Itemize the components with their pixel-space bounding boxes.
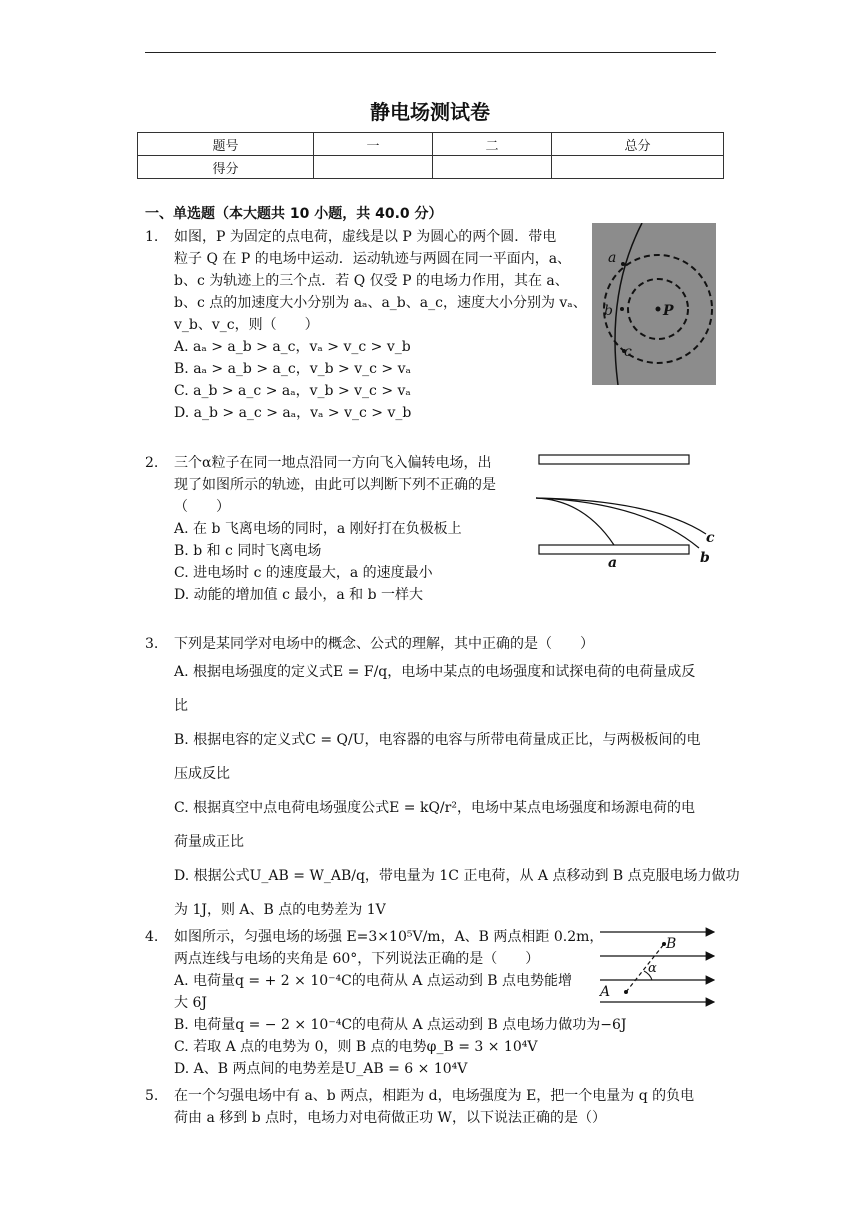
question-text: b、c 为轨迹上的三个点．若 Q 仅受 P 的电场力作用，其在 a、 bbox=[174, 273, 569, 289]
page-title: 静电场测试卷 bbox=[370, 100, 490, 124]
label-b: b bbox=[700, 550, 710, 566]
figure-deflection-plates bbox=[534, 450, 720, 572]
option-a: A. aₐ > a_b > a_c，vₐ > v_c > v_b bbox=[174, 339, 411, 355]
label-B: B bbox=[666, 936, 677, 952]
option-d: D. a_b > a_c > aₐ，vₐ > v_c > v_b bbox=[174, 405, 412, 421]
option-c-continued: 荷量成正比 bbox=[174, 834, 244, 850]
question-text: 在一个匀强电场中有 a、b 两点，相距为 d，电场强度为 E，把一个电量为 q 的负电 bbox=[174, 1088, 695, 1104]
label-c: c bbox=[706, 530, 715, 546]
label-b: b bbox=[604, 303, 613, 319]
score-cell: 得分 bbox=[138, 156, 314, 179]
question-text: b、c 点的加速度大小分别为 aₐ、a_b、a_c，速度大小分别为 vₐ、 bbox=[174, 295, 587, 311]
question-text: 现了如图所示的轨迹，由此可以判断下列不正确的是 bbox=[174, 477, 496, 493]
option-d-continued: 为 1J，则 A、B 点的电势差为 1V bbox=[174, 902, 386, 918]
option-c: C. 若取 A 点的电势为 0，则 B 点的电势φ_B = 3 × 10⁴V bbox=[174, 1039, 538, 1055]
question-text: （ ） bbox=[174, 499, 230, 515]
question-number: 5. bbox=[145, 1088, 159, 1104]
score-cell bbox=[433, 156, 552, 179]
label-a: a bbox=[608, 250, 617, 266]
question-text: 两点连线与电场的夹角是 60°，下列说法正确的是（ ） bbox=[174, 951, 540, 967]
option-b: B. aₐ > a_b > a_c，v_b > v_c > vₐ bbox=[174, 361, 411, 377]
score-cell bbox=[552, 156, 724, 179]
label-c: c bbox=[624, 344, 632, 360]
question-number: 4. bbox=[145, 929, 159, 945]
score-cell bbox=[314, 156, 433, 179]
option-a: A. 根据电场强度的定义式E = F/q，电场中某点的电场强度和试探电荷的电荷量成反 bbox=[174, 664, 696, 680]
label-p: P bbox=[663, 303, 674, 319]
question-number: 1. bbox=[145, 229, 159, 245]
figure-point-charge bbox=[592, 223, 716, 385]
label-A: A bbox=[600, 984, 611, 1000]
option-a-continued: 大 6J bbox=[174, 995, 207, 1011]
question-text: 如图，P 为固定的点电荷，虚线是以 P 为圆心的两个圆．带电 bbox=[174, 229, 557, 245]
question-text: 下列是某同学对电场中的概念、公式的理解，其中正确的是（ ） bbox=[174, 636, 594, 652]
option-a: A. 电荷量q = + 2 × 10⁻⁴C的电荷从 A 点运动到 B 点电势能增 bbox=[174, 973, 573, 989]
option-a: A. 在 b 飞离电场的同时，a 刚好打在负极板上 bbox=[174, 521, 462, 537]
option-b-continued: 压成反比 bbox=[174, 766, 230, 782]
option-c: C. a_b > a_c > aₐ，v_b > v_c > vₐ bbox=[174, 383, 411, 399]
option-b: B. 电荷量q = − 2 × 10⁻⁴C的电荷从 A 点运动到 B 点电场力做功为−6J bbox=[174, 1017, 627, 1033]
question-text: 荷由 a 移到 b 点时，电场力对电荷做正功 W，以下说法正确的是（） bbox=[174, 1110, 606, 1126]
question-text: 三个α粒子在同一地点沿同一方向飞入偏转电场，出 bbox=[174, 455, 492, 471]
score-cell: 一 bbox=[314, 133, 433, 156]
score-table-score-row bbox=[138, 156, 724, 179]
section-heading: 一、单选题（本大题共 10 小题，共 40.0 分） bbox=[145, 206, 443, 222]
question-number: 3. bbox=[145, 636, 159, 652]
label-alpha: α bbox=[648, 961, 657, 976]
option-c: C. 根据真空中点电荷电场强度公式E = kQ/r²，电场中某点电场强度和场源电荷的电 bbox=[174, 800, 695, 816]
label-a: a bbox=[608, 555, 618, 571]
question-text: 如图所示，匀强电场的场强 E=3×10⁵V/m，A、B 两点相距 0.2m， bbox=[174, 929, 604, 945]
option-b: B. b 和 c 同时飞离电场 bbox=[174, 543, 322, 559]
question-text: v_b、v_c，则（ ） bbox=[174, 317, 319, 333]
question-number: 2. bbox=[145, 455, 159, 471]
option-d: D. A、B 两点间的电势差是U_AB = 6 × 10⁴V bbox=[174, 1061, 468, 1077]
score-cell: 二 bbox=[433, 133, 552, 156]
option-d: D. 动能的增加值 c 最小，a 和 b 一样大 bbox=[174, 587, 424, 603]
header-rule bbox=[145, 52, 716, 53]
option-d: D. 根据公式U_AB = W_AB/q，带电量为 1C 正电荷，从 A 点移动到 B 点克服电场力做功 bbox=[174, 868, 740, 884]
option-b: B. 根据电容的定义式C = Q/U，电容器的电容与所带电荷量成正比，与两极板间的电 bbox=[174, 732, 701, 748]
score-table bbox=[137, 132, 724, 179]
score-cell: 总分 bbox=[552, 133, 724, 156]
question-text: 粒子 Q 在 P 的电场中运动．运动轨迹与两圆在同一平面内，a、 bbox=[174, 251, 572, 267]
figure-uniform-field bbox=[596, 922, 720, 1012]
option-c: C. 进电场时 c 的速度最大，a 的速度最小 bbox=[174, 565, 433, 581]
score-cell: 题号 bbox=[138, 133, 314, 156]
score-table-header-row bbox=[138, 133, 724, 156]
option-a-continued: 比 bbox=[174, 698, 188, 714]
